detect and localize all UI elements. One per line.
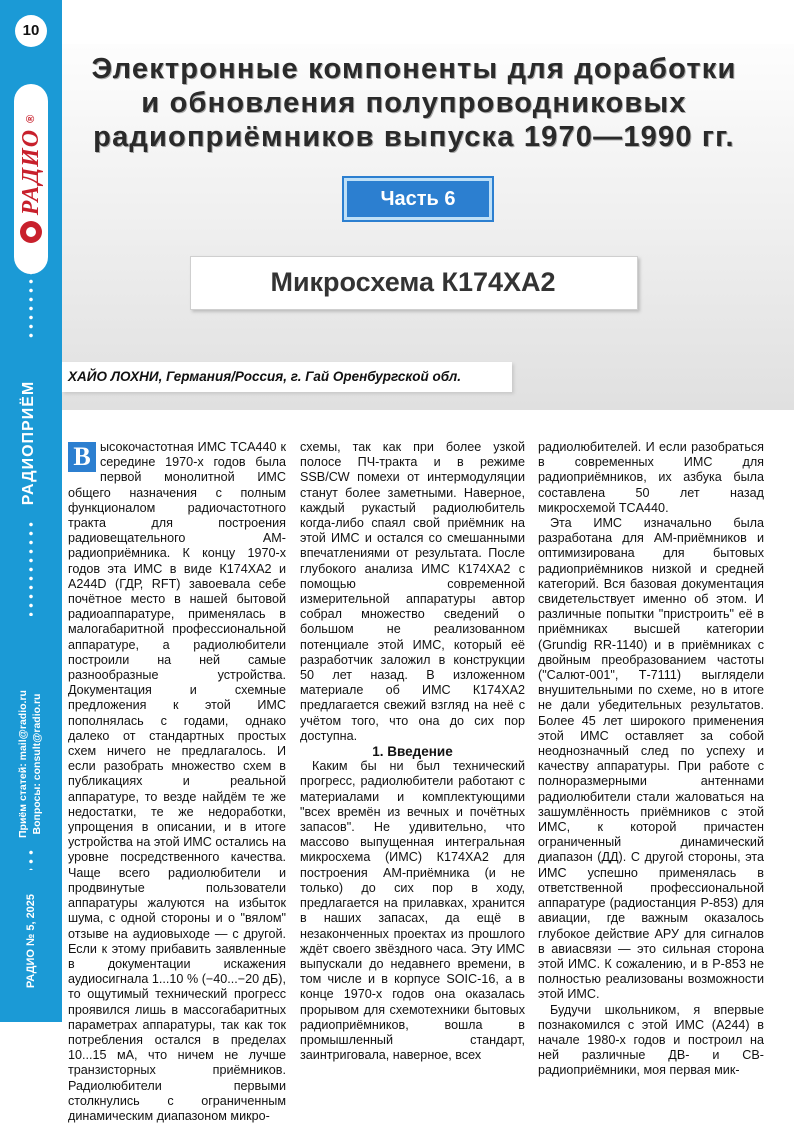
paragraph: Эта ИМС изначально была разработана для АМ-приёмников и оптимизирована для бытовых радиоприёмников низкой и средней категорий. Вся базовая документация свидетельствует именно об этом. И различные попытки "пристроить" её в приёмниках высшей категории (Grundig RR-1140) и в приёмниках с двойным преобразованием частоты ("Салют-001", Т-7111) выглядели внушительными по схеме, но в итоге не дали убедительных результатов. Более 45 лет широкого применения этой ИМС оставляет за собой неоднозначный след по успеху и качеству аппаратуры. При работе с полноразмерными антеннами радиолюбители стали жаловаться на зашумлённость приёмников с этой ИМС, к которой причастен ограниченный динамический диапазон (ДД). С другой стороны, эта ИМС успешно применялась в ответственной профессиональной аппаратуре (радиостанция Р-853) для авиации, где важным оказалось глубокое действие АРУ для сигналов в авиасвязи — это сильная сторона этой ИМС. К сожалению, и в Р-853 не полностью реализованы возможности этой ИМС.: [538, 516, 764, 1002]
drop-cap: В: [68, 442, 96, 472]
article-title: [64, 52, 764, 154]
title-line: и обновления полупроводниковых: [141, 87, 687, 119]
page-number: 10: [15, 15, 47, 47]
logo-text: РАДИО: [17, 128, 44, 216]
column-1: [68, 440, 286, 1124]
registered-mark: ®: [25, 114, 37, 123]
contacts-line: Приём статей: mail@radio.ru: [17, 690, 29, 838]
paragraph: Каким бы ни был технический прогресс, радиолюбители работают с материалами и комплектующими "всех времён из вечных и почётных запасов". Не удивительно, что массово выпущенная интегральная микросхема (ИМС) К174ХА2 для построения АМ-приёмника (и не только) до сих пор в ходу, предлагается на прилавках, хранится в наших запасах, да ещё в незаконченных проектах из прошлого ждёт своего звёздного часа. Эту ИМС выпускали до недавнего времени, в том числе и в корпусе SOIC-16, а в конце 1970-х годов она оказалась прорывом для схемотехники бытовых радиоприёмников, вошла в промышленный стандарт, заинтриговала, наверное, всех: [300, 759, 525, 1063]
paragraph: ысокочастотная ИМС TCA440 к середине 1970-х годов была первой монолитной ИМС общего назначения с полным функционалом радиочастотного тракта для построения радиовещательного АМ-радиоприёмника. К концу 1970-х годов эта ИМС в виде К174ХА2 и A244D (ГДР, RFT) завоевала себе почётное место в нашей бытовой радиоаппаратуре, применялась в малогабаритной профессиональной аппаратуре, а радиолюбители построили на ней самые разнообразные устройства. Документация и схемные предложения к этой ИМС пополнялась с годами, однако далеко от стандартных простых схем ничего не предлагалось. И если разобрать множество схем в публикациях и реальной аппаратуре, то везде найдём те же недостатки, те же недоработки, упрощения в описании, и в итоге устройства на этой ИМС остались на уровне посредственного качества. Чаще всего радиолюбители и продвинутые пользователи аппаратуры жалуются на избыток шума, с одной стороны и о "вялом" отзыве на аудиовыходе — с другой. Если к этому прибавить заявленные в документации искажения аудиосигнала 1...10 % (−40...−20 дБ), то ощутимый технический прогресс проявился лишь в массогабаритных параметрах аппаратуры, так как ток потребления остался в пределах 10...15 мА, что ничем не лучше транзисторных приёмников. Радиолюбители первыми столкнулись с ограниченным динамическим диапазоном микро-: [68, 440, 286, 1123]
contacts-line: Вопросы: consult@radio.ru: [31, 693, 43, 835]
title-line: Электронные компоненты для доработки: [91, 53, 737, 85]
article-subtitle: Микросхема К174ХА2: [270, 267, 556, 297]
section-label: РАДИОПРИЁМ: [20, 380, 37, 506]
dot-divider: [27, 520, 35, 616]
section-heading: 1. Введение: [372, 744, 453, 760]
column-3: [538, 440, 764, 1079]
logo-emblem-icon: [20, 221, 42, 243]
dot-divider: [27, 848, 35, 870]
sidebar: [0, 0, 62, 1022]
dot-divider: [27, 268, 35, 342]
paragraph: радиолюбителей. И если разобраться в современных ИМС для радиоприёмников, их азбука была составлена 50 лет назад микросхемой TCA440.: [538, 440, 764, 515]
part-badge: Часть 6: [344, 178, 492, 220]
radio-logo: [14, 84, 48, 274]
issue-label: РАДИО № 5, 2025: [25, 893, 37, 989]
author-line: ХАЙО ЛОХНИ, Германия/Россия, г. Гай Оренбургской обл.: [68, 369, 462, 384]
paragraph: схемы, так как при более узкой полосе ПЧ-тракта и в режиме SSB/CW помехи от интермодуляции станут более заметными. Наверное, каждый рукастый радиолюбитель когда-либо спаял свой приёмник на этой ИМС и остался со смешанными впечатлениями от результата. После глубокого анализа ИМС К174ХА2 с помощью современной измерительной аппаратуры автор собрал множество сведений о большом не реализованном потенциале этой ИМС, который её разработчик заложил в конструкции 50 лет назад. В изложенном материале об ИМС К174ХА2 предлагается свежий взгляд на неё с учётом того, что она до сих пор доступна.: [300, 440, 525, 743]
column-2: [300, 440, 525, 1063]
paragraph: Будучи школьником, я впервые познакомился с этой ИМС (A244) в начале 1980-х годов и построил на ней различные ДВ- и СВ-радиоприёмники, моя первая мик-: [538, 1002, 764, 1078]
title-line: радиоприёмников выпуска 1970—1990 гг.: [93, 121, 735, 153]
